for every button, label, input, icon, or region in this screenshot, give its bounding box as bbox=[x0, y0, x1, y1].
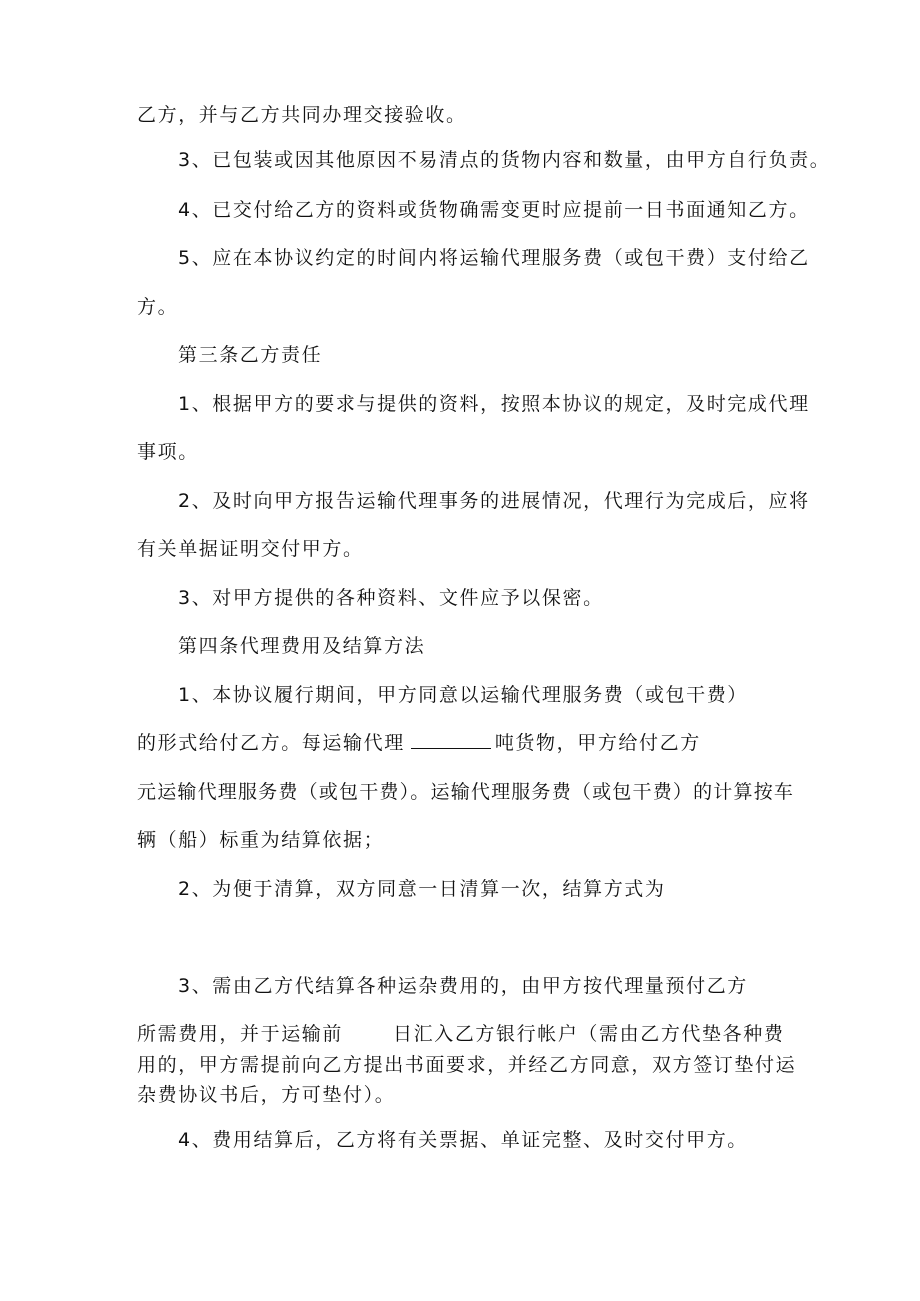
text-line: 杂费协议书后，方可垫付）。 bbox=[137, 1084, 396, 1106]
text-line bbox=[137, 731, 701, 755]
text-line: 事项。 bbox=[137, 441, 199, 463]
clause-item: 4、已交付给乙方的资料或货物确需变更时应提前一日书面通知乙方。 bbox=[178, 199, 810, 221]
clause-item: 2、为便于清算，双方同意一日清算一次，结算方式为 bbox=[178, 878, 666, 900]
text-segment: 所需费用，并于运输前 bbox=[137, 1023, 344, 1045]
clause-item: 1、本协议履行期间，甲方同意以运输代理服务费（或包干费） bbox=[178, 684, 748, 706]
text-line: 用的，甲方需提前向乙方提出书面要求，并经乙方同意，双方签订垫付运 bbox=[137, 1054, 797, 1076]
section-heading: 第四条代理费用及结算方法 bbox=[178, 635, 426, 657]
clause-item: 3、已包装或因其他原因不易清点的货物内容和数量，由甲方自行负责。 bbox=[178, 149, 831, 171]
clause-item: 2、及时向甲方报告运输代理事务的进展情况，代理行为完成后，应将 bbox=[178, 490, 810, 512]
clause-item: 3、需由乙方代结算各种运杂费用的，由甲方按代理量预付乙方 bbox=[178, 975, 748, 997]
text-line: 元运输代理服务费（或包干费）。运输代理服务费（或包干费）的计算按车 bbox=[137, 781, 795, 803]
text-line: 方。 bbox=[137, 296, 179, 318]
clause-item: 1、根据甲方的要求与提供的资料，按照本协议的规定，及时完成代理 bbox=[178, 393, 810, 415]
text-line: 辆（船）标重为结算依据； bbox=[137, 829, 385, 851]
text-line bbox=[137, 1022, 784, 1046]
text-segment: 吨货物，甲方给付乙方 bbox=[494, 732, 701, 754]
text-segment: 的形式给付乙方。每运输代理 bbox=[137, 732, 405, 754]
clause-item: 5、应在本协议约定的时间内将运输代理服务费（或包干费）支付给乙 bbox=[178, 247, 810, 269]
clause-item: 4、费用结算后，乙方将有关票据、单证完整、及时交付甲方。 bbox=[178, 1129, 748, 1151]
text-segment: 日汇入乙方银行帐户（需由乙方代垫各种费 bbox=[393, 1023, 785, 1045]
fill-blank-line bbox=[411, 732, 491, 749]
text-line: 有关单据证明交付甲方。 bbox=[137, 538, 364, 560]
text-line: 乙方，并与乙方共同办理交接验收。 bbox=[137, 104, 467, 126]
section-heading: 第三条乙方责任 bbox=[178, 344, 323, 366]
clause-item: 3、对甲方提供的各种资料、文件应予以保密。 bbox=[178, 587, 604, 609]
